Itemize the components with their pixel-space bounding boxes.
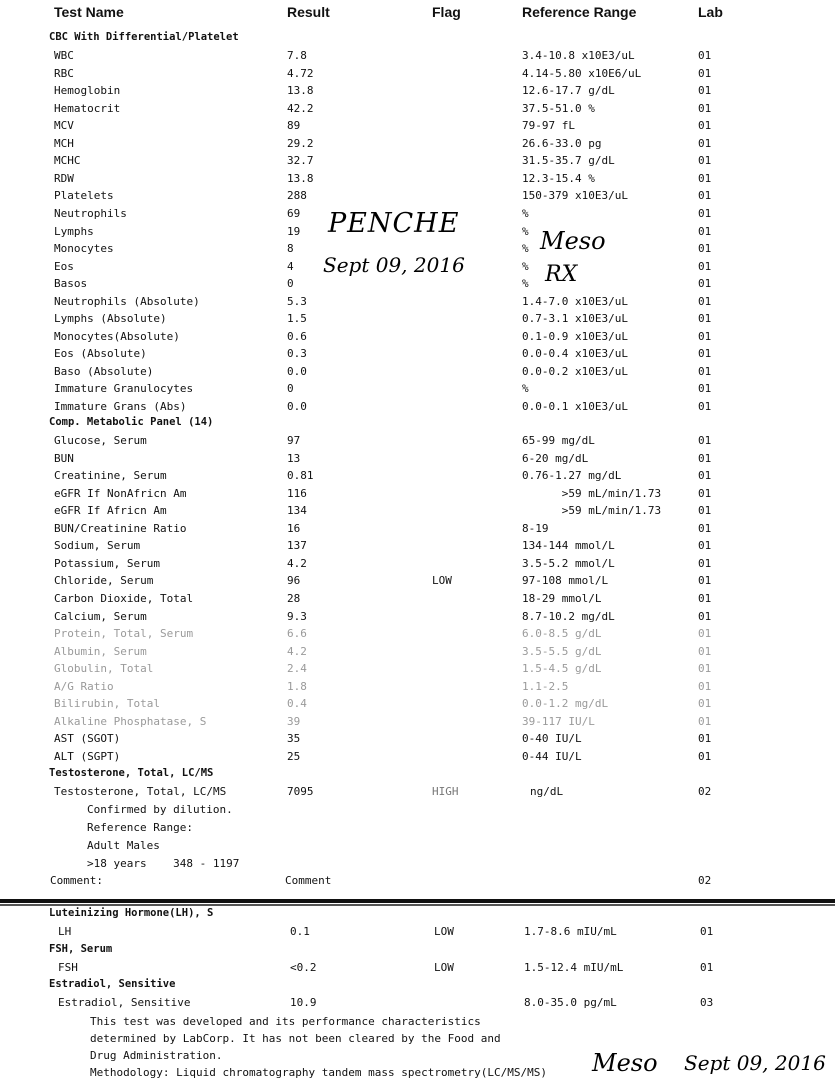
test-reference: >59 mL/min/1.73 (522, 486, 662, 500)
test-lab: 01 (698, 749, 712, 763)
table-row (0, 625, 835, 642)
section-estradiol: Estradiol, Sensitive (49, 978, 176, 990)
test-name: FSH (58, 961, 78, 974)
table-row (0, 117, 835, 134)
test-result: 0.1 (290, 925, 310, 938)
test-lab: 02 (698, 785, 712, 798)
test-flag: LOW (434, 961, 454, 974)
table-row (0, 82, 835, 99)
table-row (0, 310, 835, 327)
test-result: 4.2 (287, 556, 307, 570)
test-result: 134 (287, 504, 307, 518)
test-lab: 01 (698, 189, 712, 203)
table-row (0, 450, 835, 467)
table-row (0, 328, 835, 345)
test-lab: 01 (698, 504, 712, 518)
test-result: 8 (287, 242, 294, 256)
test-reference: 1.5-12.4 mIU/mL (524, 961, 624, 974)
test-reference: >59 mL/min/1.73 (522, 504, 662, 518)
test-lab: 01 (698, 434, 712, 447)
handwritten-rx: RX (545, 262, 578, 287)
test-result: 0.6 (287, 329, 307, 343)
test-result: 7.8 (287, 49, 307, 62)
test-reference: 150-379 x10E3/uL (522, 189, 628, 203)
test-lab: 03 (700, 996, 714, 1009)
test-lab: 01 (698, 644, 712, 658)
section-testosterone: Testosterone, Total, LC/MS (49, 767, 214, 779)
test-lab: 01 (698, 382, 712, 396)
test-name: Protein, Total, Serum (54, 627, 194, 641)
test-reference: 0-44 IU/L (522, 749, 582, 763)
table-row (0, 100, 835, 117)
test-name: Creatinine, Serum (54, 469, 167, 483)
test-name: Eos (54, 259, 74, 273)
test-lab: 01 (698, 469, 712, 483)
table-row (0, 432, 835, 449)
testosterone-note: Confirmed by dilution. (87, 803, 233, 816)
test-name: Chloride, Serum (54, 574, 154, 588)
test-lab: 01 (698, 451, 712, 465)
test-name: Sodium, Serum (54, 539, 141, 553)
test-flag: HIGH (432, 785, 459, 798)
table-row (0, 959, 835, 976)
test-name: Hematocrit (54, 101, 121, 115)
test-lab: 01 (698, 679, 712, 693)
cut-off-comment-label: Comment: (50, 874, 103, 884)
test-name: MCHC (54, 154, 81, 168)
section-cmp: Comp. Metabolic Panel (14) (49, 416, 214, 428)
test-name: ALT (SGPT) (54, 749, 121, 763)
test-lab: 01 (700, 961, 714, 974)
test-lab: 01 (698, 66, 712, 80)
header-lab: Lab (698, 4, 723, 20)
test-lab: 01 (698, 206, 712, 220)
test-lab: 01 (698, 574, 712, 588)
test-reference: 39-117 IU/L (522, 714, 595, 728)
test-lab: 01 (698, 224, 712, 238)
test-reference: 134-144 mmol/L (522, 539, 615, 553)
test-name: BUN (54, 451, 74, 465)
test-reference: % (522, 242, 529, 256)
table-row (0, 65, 835, 82)
test-reference: ng/dL (530, 785, 564, 798)
test-name: Carbon Dioxide, Total (54, 591, 194, 605)
test-reference: 79-97 fL (522, 119, 575, 133)
table-row (0, 923, 835, 940)
handwritten-name: PENCHE (328, 208, 460, 239)
table-row (0, 590, 835, 607)
test-result: 10.9 (290, 996, 317, 1009)
test-result: 16 (287, 521, 301, 535)
test-reference: 0-40 IU/L (522, 732, 582, 746)
test-reference: 0.0-1.2 mg/dL (522, 697, 609, 711)
table-row (0, 537, 835, 554)
cut-off-row (0, 872, 835, 884)
test-reference: 31.5-35.7 g/dL (522, 154, 615, 168)
test-reference: 97-108 mmol/L (522, 574, 609, 588)
test-lab: 01 (698, 49, 712, 62)
test-result: 13.8 (287, 171, 314, 185)
test-reference: 0.7-3.1 x10E3/uL (522, 312, 628, 326)
test-name: Calcium, Serum (54, 609, 147, 623)
test-name: Monocytes(Absolute) (54, 329, 180, 343)
test-result: 13 (287, 451, 301, 465)
test-result: 0.3 (287, 347, 307, 361)
test-name: eGFR If Africn Am (54, 504, 167, 518)
test-lab: 01 (698, 294, 712, 308)
test-result: 0 (287, 277, 294, 291)
test-lab: 01 (698, 486, 712, 500)
test-name: Neutrophils (54, 206, 127, 220)
test-name: A/G Ratio (54, 679, 114, 693)
test-result: 0.4 (287, 697, 307, 711)
test-reference: 65-99 mg/dL (522, 434, 595, 447)
test-result: 96 (287, 574, 301, 588)
test-result: 32.7 (287, 154, 314, 168)
table-row (0, 994, 835, 1011)
table-row (0, 47, 835, 64)
test-lab: 01 (698, 591, 712, 605)
test-name: Glucose, Serum (54, 434, 147, 447)
test-reference: 12.3-15.4 % (522, 171, 595, 185)
section-cbc: CBC With Differential/Platelet (49, 31, 239, 43)
test-result: 35 (287, 732, 301, 746)
test-reference: 4.14-5.80 x10E6/uL (522, 66, 642, 80)
test-lab: 01 (698, 609, 712, 623)
test-name: Monocytes (54, 242, 114, 256)
test-reference: 6.0-8.5 g/dL (522, 627, 602, 641)
estradiol-note: determined by LabCorp. It has not been cleared by the Food and (90, 1032, 501, 1045)
table-row (0, 398, 835, 415)
test-lab: 01 (698, 154, 712, 168)
testosterone-note: Reference Range: (87, 821, 193, 834)
test-flag: LOW (432, 574, 452, 588)
table-row (0, 520, 835, 537)
table-row (0, 555, 835, 572)
test-result: 19 (287, 224, 301, 238)
test-lab: 01 (698, 136, 712, 150)
test-name: RDW (54, 171, 74, 185)
test-name: Albumin, Serum (54, 644, 147, 658)
test-result: 42.2 (287, 101, 314, 115)
test-result: 2.4 (287, 662, 307, 676)
test-name: Hemoglobin (54, 84, 121, 98)
test-lab: 01 (698, 347, 712, 361)
table-row (0, 608, 835, 625)
test-result: 4 (287, 259, 294, 273)
test-reference: 0.76-1.27 mg/dL (522, 469, 622, 483)
test-name: Baso (Absolute) (54, 364, 154, 378)
handwritten-meso: Meso (540, 227, 606, 255)
table-row (0, 152, 835, 169)
test-lab: 01 (698, 259, 712, 273)
test-result: 0.81 (287, 469, 314, 483)
test-lab: 01 (698, 400, 712, 413)
table-row (0, 660, 835, 677)
test-name: Platelets (54, 189, 114, 203)
test-reference: 8.7-10.2 mg/dL (522, 609, 615, 623)
test-result: 5.3 (287, 294, 307, 308)
table-row (0, 748, 835, 765)
test-lab: 01 (698, 277, 712, 291)
test-reference: % (522, 277, 529, 291)
table-row (0, 678, 835, 695)
test-lab: 01 (698, 627, 712, 641)
table-row (0, 187, 835, 204)
test-reference: 37.5-51.0 % (522, 101, 595, 115)
table-row (0, 485, 835, 502)
test-lab: 01 (698, 242, 712, 256)
test-reference: 0.1-0.9 x10E3/uL (522, 329, 628, 343)
test-lab: 01 (698, 101, 712, 115)
test-reference: 0.0-0.1 x10E3/uL (522, 400, 628, 413)
test-name: Basos (54, 277, 88, 291)
test-result: 4.72 (287, 66, 314, 80)
test-reference: 18-29 mmol/L (522, 591, 602, 605)
test-lab: 01 (698, 732, 712, 746)
test-name: LH (58, 925, 72, 938)
test-name: Bilirubin, Total (54, 697, 160, 711)
test-reference: 1.5-4.5 g/dL (522, 662, 602, 676)
test-name: WBC (54, 49, 74, 62)
test-result: 6.6 (287, 627, 307, 641)
handwritten-date-bottom: Sept 09, 2016 (684, 1051, 826, 1075)
estradiol-note: Methodology: Liquid chromatography tandem mass spectrometry(LC/MS/MS) (90, 1066, 547, 1079)
test-reference: 8-19 (522, 521, 549, 535)
test-lab: 01 (698, 662, 712, 676)
test-reference: 3.5-5.2 mmol/L (522, 556, 615, 570)
test-reference: 26.6-33.0 pg (522, 136, 602, 150)
test-name: RBC (54, 66, 74, 80)
test-name: Alkaline Phosphatase, S (54, 714, 207, 728)
test-lab: 01 (698, 714, 712, 728)
test-result: 69 (287, 206, 301, 220)
table-row (0, 502, 835, 519)
test-name: MCV (54, 119, 74, 133)
test-result: 0.0 (287, 364, 307, 378)
test-result: 13.8 (287, 84, 314, 98)
test-result: 1.8 (287, 679, 307, 693)
test-reference: % (522, 259, 529, 273)
test-result: 7095 (287, 785, 314, 798)
estradiol-note: This test was developed and its performance characteristics (90, 1015, 481, 1028)
section-lh: Luteinizing Hormone(LH), S (49, 907, 214, 919)
table-row (0, 730, 835, 747)
test-lab: 01 (698, 84, 712, 98)
header-reference-range: Reference Range (522, 4, 637, 20)
test-name: Globulin, Total (54, 662, 154, 676)
table-row (0, 170, 835, 187)
test-reference: 0.0-0.2 x10E3/uL (522, 364, 628, 378)
test-result: 39 (287, 714, 301, 728)
test-reference: % (522, 382, 529, 396)
test-lab: 01 (698, 697, 712, 711)
test-lab: 01 (698, 119, 712, 133)
section-fsh: FSH, Serum (49, 943, 113, 955)
test-lab: 01 (698, 312, 712, 326)
header-test-name: Test Name (54, 4, 124, 20)
test-name: MCH (54, 136, 74, 150)
test-result: 9.3 (287, 609, 307, 623)
test-name: BUN/Creatinine Ratio (54, 521, 187, 535)
test-lab: 01 (698, 329, 712, 343)
test-reference: 8.0-35.0 pg/mL (524, 996, 617, 1009)
test-reference: 1.7-8.6 mIU/mL (524, 925, 617, 938)
test-name: Lymphs (Absolute) (54, 312, 167, 326)
table-row (0, 345, 835, 362)
test-reference: 6-20 mg/dL (522, 451, 589, 465)
test-name: eGFR If NonAfricn Am (54, 486, 187, 500)
estradiol-note: Drug Administration. (90, 1049, 223, 1062)
testosterone-note: >18 years 348 - 1197 (87, 857, 240, 870)
test-lab: 01 (698, 521, 712, 535)
test-lab: 01 (698, 171, 712, 185)
cut-off-lab: 02 (698, 874, 712, 884)
test-name: Neutrophils (Absolute) (54, 294, 200, 308)
test-result: <0.2 (290, 961, 317, 974)
test-result: 116 (287, 486, 307, 500)
test-name: Immature Grans (Abs) (54, 400, 187, 413)
table-row (0, 135, 835, 152)
handwritten-meso-bottom: Meso (592, 1049, 658, 1077)
table-row (0, 713, 835, 730)
test-result: 89 (287, 119, 301, 133)
test-result: 25 (287, 749, 301, 763)
test-reference: 12.6-17.7 g/dL (522, 84, 615, 98)
table-row (0, 467, 835, 484)
test-name: AST (SGOT) (54, 732, 121, 746)
cut-off-comment-value: Comment (285, 874, 332, 884)
handwritten-date: Sept 09, 2016 (323, 253, 465, 277)
test-reference: 3.4-10.8 x10E3/uL (522, 49, 635, 62)
table-row (0, 363, 835, 380)
test-result: 4.2 (287, 644, 307, 658)
test-name: Estradiol, Sensitive (58, 996, 191, 1009)
test-lab: 01 (698, 556, 712, 570)
test-reference: % (522, 224, 529, 238)
test-result: 0 (287, 382, 294, 396)
table-row (0, 380, 835, 397)
test-name: Lymphs (54, 224, 94, 238)
table-row (0, 275, 835, 292)
test-result: 28 (287, 591, 301, 605)
test-lab: 01 (698, 539, 712, 553)
table-row (0, 293, 835, 310)
testosterone-note: Adult Males (87, 839, 160, 852)
test-result: 29.2 (287, 136, 314, 150)
test-name: Potassium, Serum (54, 556, 160, 570)
test-result: 137 (287, 539, 307, 553)
page-divider (0, 899, 835, 903)
test-name: Immature Granulocytes (54, 382, 194, 396)
header-flag: Flag (432, 4, 461, 20)
test-name: Eos (Absolute) (54, 347, 147, 361)
test-result: 97 (287, 434, 301, 447)
table-row (0, 572, 835, 589)
test-reference: 3.5-5.5 g/dL (522, 644, 602, 658)
test-result: 0.0 (287, 400, 307, 413)
test-reference: 1.4-7.0 x10E3/uL (522, 294, 628, 308)
table-row (0, 783, 835, 800)
test-reference: 0.0-0.4 x10E3/uL (522, 347, 628, 361)
test-result: 1.5 (287, 312, 307, 326)
test-lab: 01 (700, 925, 714, 938)
test-result: 288 (287, 189, 307, 203)
test-reference: % (522, 206, 529, 220)
test-flag: LOW (434, 925, 454, 938)
header-result: Result (287, 4, 330, 20)
table-row (0, 643, 835, 660)
test-lab: 01 (698, 364, 712, 378)
table-row (0, 695, 835, 712)
test-name: Testosterone, Total, LC/MS (54, 785, 227, 798)
test-reference: 1.1-2.5 (522, 679, 569, 693)
